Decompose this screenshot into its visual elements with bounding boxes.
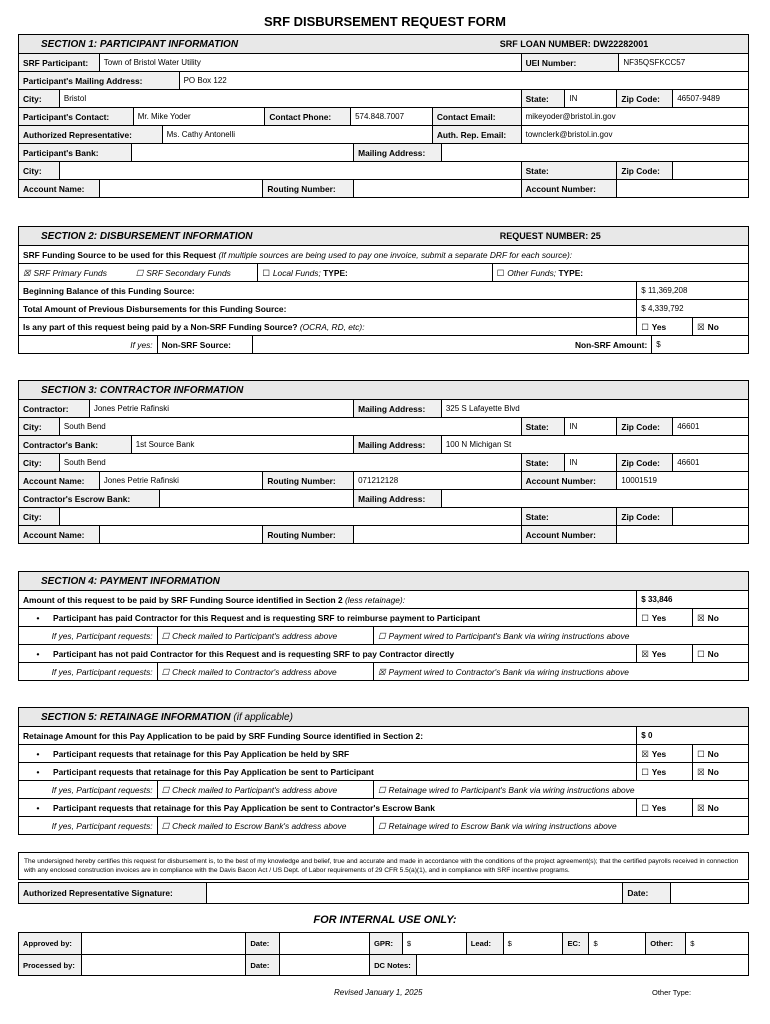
checkbox-check-participant[interactable]: ☐ <box>161 630 170 641</box>
contractor-bank-state-value[interactable]: IN <box>564 454 616 471</box>
payment-amount-value[interactable]: $ 33,846 <box>636 591 748 608</box>
contractor-bank-zip-value[interactable]: 46601 <box>672 454 748 471</box>
checkbox-wire-contractor-checked[interactable]: ☒ <box>378 666 386 677</box>
account-name-label: Account Name: <box>19 180 99 197</box>
section-3-header <box>19 381 748 399</box>
other-type-label: Other Type: <box>652 988 692 997</box>
section-1-participant <box>18 34 749 198</box>
routing-label: Routing Number: <box>262 180 353 197</box>
sent-participant-no[interactable]: ☒ No <box>692 763 748 780</box>
ec-label: EC: <box>562 933 588 954</box>
escrow-mailing-label: Mailing Address: <box>353 490 441 507</box>
checkbox-paid-yes[interactable]: ☐ <box>641 612 649 623</box>
retainage-ifyes-label: If yes, Participant requests: <box>51 784 153 795</box>
escrow-ifyes-label: If yes, Participant requests: <box>51 820 153 831</box>
wire-participant-option[interactable]: ☐ Payment wired to Participant's Bank via wiring instructions above <box>373 627 748 644</box>
section-4-title: SECTION 4: PAYMENT INFORMATION <box>41 575 220 587</box>
account-number-value[interactable] <box>616 180 748 197</box>
bullet-icon: • <box>36 612 40 623</box>
uei-label: UEI Number: <box>521 54 619 71</box>
held-srf-label: Participant requests that retainage for this Pay Application be held by SRF <box>53 748 350 759</box>
processed-date-field[interactable] <box>279 955 369 975</box>
retainage-amount-label: Retainage Amount for this Pay Application to be paid by SRF Funding Source identified in Section 2: <box>23 730 424 741</box>
checkbox-primary-checked[interactable]: ☒ <box>23 267 31 278</box>
sent-participant-yes[interactable]: ☐ Yes <box>636 763 692 780</box>
sent-participant-label: Participant requests that retainage for this Pay Application be sent to Participant <box>53 766 374 777</box>
checkbox-sent-escrow-yes[interactable]: ☐ <box>641 802 649 813</box>
notpaid-contractor-label: Participant has not paid Contractor for this Request and is requesting SRF to pay Contractor directly <box>53 648 455 659</box>
participant-value[interactable]: Town of Bristol Water Utility <box>99 54 521 71</box>
account-number-label: Account Number: <box>521 180 617 197</box>
section-5-note: (if applicable) <box>233 711 293 723</box>
bank-label: Participant's Bank: <box>19 144 131 161</box>
checkbox-sent-participant-no-checked[interactable]: ☒ <box>697 766 705 777</box>
contractor-account-number-label: Account Number: <box>521 472 617 489</box>
account-name-value[interactable] <box>99 180 263 197</box>
contractor-city-value[interactable]: South Bend <box>59 418 521 435</box>
section-2-disbursement <box>18 226 749 354</box>
check-participant-option[interactable]: ☐ Check mailed to Participant's address above <box>157 627 373 644</box>
sent-escrow-yes[interactable]: ☐ Yes <box>636 799 692 816</box>
contractor-label: Contractor: <box>19 400 89 417</box>
section-2-header <box>19 227 748 245</box>
nonsrf-source-label: Non-SRF Source: <box>157 336 253 353</box>
sent-escrow-row <box>19 799 636 816</box>
other-field[interactable]: $ <box>685 933 748 954</box>
rep-email-value[interactable]: townclerk@bristol.in.gov <box>521 126 748 143</box>
contractor-bank-value[interactable]: 1st Source Bank <box>131 436 353 453</box>
nonsrf-question-note: (OCRA, RD, etc): <box>299 321 365 332</box>
retainage-check-participant-option[interactable]: ☐ Check mailed to Participant's address above <box>157 781 373 798</box>
bank-zip-value[interactable] <box>672 162 748 179</box>
escrow-bank-value[interactable] <box>159 490 353 507</box>
revised-date: Revised January 1, 2025 <box>334 988 423 997</box>
sent-escrow-no[interactable]: ☒ No <box>692 799 748 816</box>
contractor-zip-label: Zip Code: <box>616 418 672 435</box>
contractor-bank-zip-label: Zip Code: <box>616 454 672 471</box>
checkbox-held-no[interactable]: ☐ <box>697 748 705 759</box>
processed-field[interactable] <box>81 955 246 975</box>
section-4-header <box>19 572 748 590</box>
escrow-account-name-value[interactable] <box>99 526 263 543</box>
bullet-icon: • <box>36 766 40 777</box>
escrow-zip-value[interactable] <box>672 508 748 525</box>
previous-disbursements-label: Total Amount of Previous Disbursements for this Funding Source: <box>23 303 287 314</box>
contact-value[interactable]: Mr. Mike Yoder <box>133 108 265 125</box>
zip-value[interactable]: 46507-9489 <box>672 90 748 107</box>
option-other[interactable]: ☐ Other Funds; TYPE: <box>492 264 748 281</box>
checkbox-retainage-check-escrow[interactable]: ☐ <box>161 820 170 831</box>
contractor-bank-mailing-label: Mailing Address: <box>353 436 441 453</box>
certification-text: The undersigned hereby certifies this request for disbursement is, to the best of my knowledge and belief, true and accurate and made in accordance with the conditions of the project agreement(s); that the certified payrolls received in connection with any enclosed construction invoices are in compliance with the Davis Bacon Act / US Dept. of Labor requirements of 29 CFR 5.5(a)(1), and in compliance with SRF incentive programs. <box>18 852 749 880</box>
notpaid-yes[interactable]: ☒ Yes <box>636 645 692 662</box>
approved-date-label: Date: <box>245 933 279 954</box>
section-5-header <box>19 708 748 726</box>
signature-date-field[interactable] <box>670 883 748 903</box>
checkbox-nonsrf-yes[interactable]: ☐ <box>641 321 649 332</box>
state-value[interactable]: IN <box>564 90 616 107</box>
dc-notes-field[interactable] <box>416 955 748 975</box>
payment-amount-note: (less retainage): <box>345 594 406 605</box>
checkbox-check-contractor[interactable]: ☐ <box>161 666 170 677</box>
paid-contractor-row <box>19 609 636 626</box>
contractor-bank-city-label: City: <box>19 454 59 471</box>
signature-field[interactable] <box>206 883 622 903</box>
bank-city-value[interactable] <box>59 162 521 179</box>
email-value[interactable]: mikeyoder@bristol.in.gov <box>521 108 748 125</box>
signature-block <box>18 882 749 904</box>
section-5-retainage <box>18 707 749 835</box>
checkbox-sent-escrow-no-checked[interactable]: ☒ <box>697 802 705 813</box>
checkbox-notpaid-yes-checked[interactable]: ☒ <box>641 648 649 659</box>
held-srf-row <box>19 745 636 762</box>
nonsrf-amount-value[interactable]: $ <box>651 336 748 353</box>
participant-label: SRF Participant: <box>19 54 99 71</box>
signature-date-label: Date: <box>622 883 670 903</box>
mailing-value[interactable]: PO Box 122 <box>179 72 748 89</box>
uei-value[interactable]: NF35QSFKCC57 <box>618 54 748 71</box>
nonsrf-source-value[interactable] <box>252 336 554 353</box>
check-contractor-option[interactable]: ☐ Check mailed to Contractor's address above <box>157 663 373 680</box>
bullet-icon: • <box>36 802 40 813</box>
checkbox-retainage-wire-escrow[interactable]: ☐ <box>378 820 386 831</box>
escrow-routing-label: Routing Number: <box>262 526 353 543</box>
sent-escrow-label: Participant requests that retainage for this Pay Application be sent to Contractor's Escrow Bank <box>53 802 435 813</box>
nonsrf-no[interactable]: ☒ No <box>692 318 748 335</box>
beginning-balance-value[interactable]: $ 11,369,208 <box>636 282 748 299</box>
other-label: Other: <box>645 933 685 954</box>
paid-yes[interactable]: ☐ Yes <box>636 609 692 626</box>
escrow-mailing-value[interactable] <box>441 490 748 507</box>
escrow-account-number-value[interactable] <box>616 526 748 543</box>
paid-contractor-label: Participant has paid Contractor for this Request and is requesting SRF to reimburse payment to Participant <box>53 612 481 623</box>
contact-label: Participant's Contact: <box>19 108 133 125</box>
bank-value[interactable] <box>131 144 353 161</box>
retainage-wire-participant-option[interactable]: ☐ Retainage wired to Participant's Bank via wiring instructions above <box>373 781 748 798</box>
checkbox-sent-participant-yes[interactable]: ☐ <box>641 766 649 777</box>
escrow-city-value[interactable] <box>59 508 521 525</box>
email-label: Contact Email: <box>432 108 521 125</box>
escrow-account-number-label: Account Number: <box>521 526 617 543</box>
notpaid-contractor-row <box>19 645 636 662</box>
lead-label: Lead: <box>466 933 503 954</box>
approved-label: Approved by: <box>19 933 81 954</box>
option-primary[interactable]: ☒ SRF Primary Funds <box>23 267 107 278</box>
checkbox-held-yes-checked[interactable]: ☒ <box>641 748 649 759</box>
contractor-value[interactable]: Jones Petrie Rafinski <box>89 400 353 417</box>
form-title: SRF DISBURSEMENT REQUEST FORM <box>264 14 506 29</box>
section-2-title: SECTION 2: DISBURSEMENT INFORMATION <box>41 230 253 242</box>
zip-label: Zip Code: <box>616 90 672 107</box>
escrow-account-name-label: Account Name: <box>19 526 99 543</box>
sent-participant-row <box>19 763 636 780</box>
contractor-bank-city-value[interactable]: South Bend <box>59 454 521 471</box>
checkbox-paid-no-checked[interactable]: ☒ <box>697 612 705 623</box>
contractor-account-name-label: Account Name: <box>19 472 99 489</box>
wire-contractor-option[interactable]: ☒ Payment wired to Contractor's Bank via wiring instructions above <box>373 663 748 680</box>
payment-amount-label: Amount of this request to be paid by SRF Funding Source identified in Section 2 <box>23 594 343 605</box>
checkbox-local[interactable]: ☐ <box>262 267 270 278</box>
contractor-routing-value[interactable]: 071212128 <box>353 472 521 489</box>
nonsrf-yes[interactable]: ☐ Yes <box>636 318 692 335</box>
bank-mailing-label: Mailing Address: <box>353 144 441 161</box>
processed-date-label: Date: <box>245 955 279 975</box>
bank-city-label: City: <box>19 162 59 179</box>
contractor-account-number-value[interactable]: 10001519 <box>616 472 748 489</box>
checkbox-notpaid-no[interactable]: ☐ <box>697 648 705 659</box>
source-question: SRF Funding Source to be used for this Request <box>23 249 217 260</box>
gpr-label: GPR: <box>369 933 402 954</box>
contractor-mailing-label: Mailing Address: <box>353 400 441 417</box>
city-value[interactable]: Bristol <box>59 90 521 107</box>
rep-label: Authorized Representative: <box>19 126 162 143</box>
escrow-bank-label: Contractor's Escrow Bank: <box>19 490 159 507</box>
notpaid-no[interactable]: ☐ No <box>692 645 748 662</box>
nonsrf-question: Is any part of this request being paid by a Non-SRF Funding Source? <box>23 321 298 332</box>
section-5-title: SECTION 5: RETAINAGE INFORMATION <box>41 711 231 723</box>
section-3-contractor <box>18 380 749 544</box>
loan-number: SRF LOAN NUMBER: DW22282001 <box>499 39 649 49</box>
phone-label: Contact Phone: <box>264 108 350 125</box>
escrow-state-label: State: <box>521 508 617 525</box>
signature-label: Authorized Representative Signature: <box>19 883 206 903</box>
checkbox-other[interactable]: ☐ <box>496 267 505 278</box>
bank-zip-label: Zip Code: <box>616 162 672 179</box>
lead-field[interactable]: $ <box>503 933 563 954</box>
bank-mailing-value[interactable] <box>441 144 748 161</box>
bank-state-label: State: <box>521 162 617 179</box>
contractor-state-value[interactable]: IN <box>564 418 616 435</box>
checkbox-wire-participant[interactable]: ☐ <box>378 630 386 641</box>
phone-value[interactable]: 574.848.7007 <box>350 108 432 125</box>
city-label: City: <box>19 90 59 107</box>
paid-ifyes-label: If yes, Participant requests: <box>51 630 153 641</box>
processed-label: Processed by: <box>19 955 81 975</box>
routing-value[interactable] <box>353 180 521 197</box>
source-question-note: (If multiple sources are being used to pay one invoice, submit a separate DRF for each source): <box>218 249 573 260</box>
approved-field[interactable] <box>81 933 246 954</box>
internal-use-table <box>18 932 749 976</box>
contractor-zip-value[interactable]: 46601 <box>672 418 748 435</box>
section-1-title: SECTION 1: PARTICIPANT INFORMATION <box>41 38 239 50</box>
escrow-city-label: City: <box>19 508 59 525</box>
escrow-routing-value[interactable] <box>353 526 521 543</box>
held-yes[interactable]: ☒ Yes <box>636 745 692 762</box>
internal-use-title: FOR INTERNAL USE ONLY: <box>313 914 457 926</box>
checkbox-nonsrf-no-checked[interactable]: ☒ <box>697 321 705 332</box>
rep-email-label: Auth. Rep. Email: <box>432 126 521 143</box>
nonsrf-ifyes-label: If yes: <box>130 339 153 350</box>
beginning-balance-label: Beginning Balance of this Funding Source: <box>23 285 195 296</box>
checkbox-retainage-check-participant[interactable]: ☐ <box>161 784 170 795</box>
contractor-bank-label: Contractor's Bank: <box>19 436 131 453</box>
contractor-city-label: City: <box>19 418 59 435</box>
option-secondary[interactable]: ☐ SRF Secondary Funds <box>135 267 231 278</box>
bullet-icon: • <box>36 748 40 759</box>
contractor-mailing-value[interactable]: 325 S Lafayette Blvd <box>441 400 748 417</box>
dc-notes-label: DC Notes: <box>369 955 416 975</box>
retainage-check-escrow-option[interactable]: ☐ Check mailed to Escrow Bank's address above <box>157 817 373 834</box>
previous-disbursements-value[interactable]: $ 4,339,792 <box>636 300 748 317</box>
nonsrf-amount-label: Non-SRF Amount: <box>574 339 648 350</box>
contractor-state-label: State: <box>521 418 565 435</box>
contractor-account-name-value[interactable]: Jones Petrie Rafinski <box>99 472 263 489</box>
paid-no[interactable]: ☒ No <box>692 609 748 626</box>
escrow-zip-label: Zip Code: <box>616 508 672 525</box>
mailing-label: Participant's Mailing Address: <box>19 72 179 89</box>
retainage-wire-escrow-option[interactable]: ☐ Retainage wired to Escrow Bank via wiring instructions above <box>373 817 748 834</box>
notpaid-ifyes-label: If yes, Participant requests: <box>51 666 153 677</box>
section-3-title: SECTION 3: CONTRACTOR INFORMATION <box>41 384 244 396</box>
option-local[interactable]: ☐ Local Funds; TYPE: <box>257 264 491 281</box>
contractor-bank-state-label: State: <box>521 454 565 471</box>
request-number: REQUEST NUMBER: 25 <box>499 231 601 241</box>
ec-field[interactable]: $ <box>588 933 645 954</box>
state-label: State: <box>521 90 565 107</box>
checkbox-retainage-wire-participant[interactable]: ☐ <box>378 784 386 795</box>
section-1-header <box>19 35 748 53</box>
contractor-routing-label: Routing Number: <box>262 472 353 489</box>
checkbox-secondary[interactable]: ☐ <box>135 267 144 278</box>
approved-date-field[interactable] <box>279 933 369 954</box>
held-no[interactable]: ☐ No <box>692 745 748 762</box>
bullet-icon: • <box>36 648 40 659</box>
rep-value[interactable]: Ms. Cathy Antonelli <box>162 126 432 143</box>
gpr-field[interactable]: $ <box>402 933 466 954</box>
section-4-payment <box>18 571 749 681</box>
contractor-bank-mailing-value[interactable]: 100 N Michigan St <box>441 436 748 453</box>
retainage-amount-value[interactable]: $ 0 <box>636 727 748 744</box>
